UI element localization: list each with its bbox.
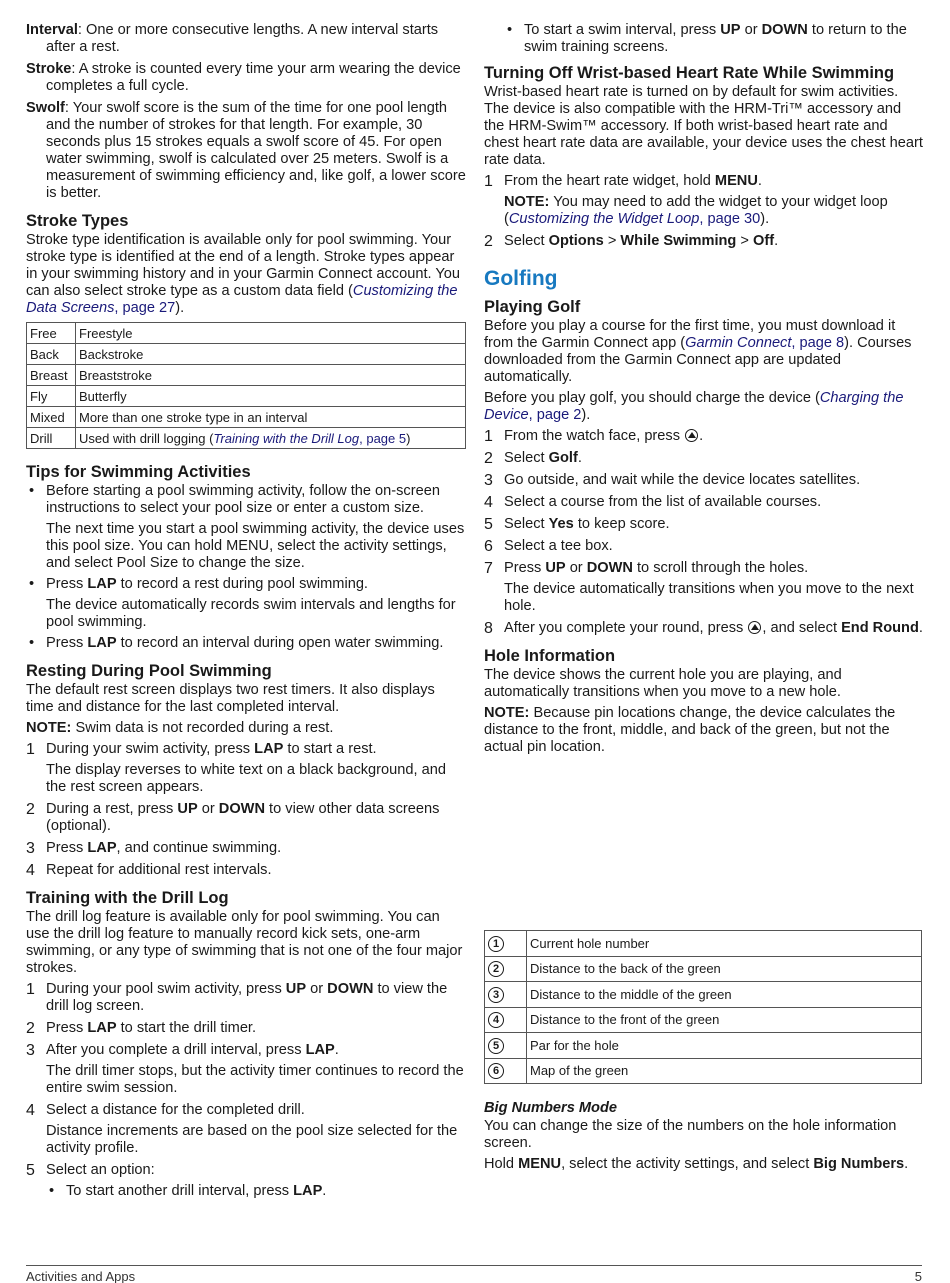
list-item: 6 Select a tee box. (484, 538, 613, 555)
table-row: 5 Par for the hole (485, 1033, 922, 1059)
drill-heading: Training with the Drill Log (26, 889, 229, 907)
table-row: Back Backstroke (27, 344, 466, 365)
start-button-icon (685, 429, 698, 442)
table-row: Breast Breaststroke (27, 365, 466, 386)
list-item: 3 Go outside, and wait while the device locates satellites. (484, 472, 861, 489)
page-footer (26, 1265, 922, 1283)
list-item: 2 Press LAP to start the drill timer. (26, 1020, 257, 1037)
list-item: • To start a swim interval, press UP or DOWN to return to the swim training screens. (504, 22, 924, 56)
xref-link[interactable]: Customizing the Data Screens, page 27 (26, 283, 458, 316)
resting-heading: Resting During Pool Swimming (26, 662, 272, 680)
list-item: 4 Select a course from the list of available courses. (484, 494, 822, 511)
list-item: 5 Select an option: • To start another drill interval, press LAP. (26, 1162, 466, 1200)
xref-link[interactable]: Garmin Connect, page 8 (685, 335, 845, 351)
list-item: 3 After you complete a drill interval, press LAP. The drill timer stops, but the activity timer continues to record the entire swim session. (26, 1042, 464, 1096)
table-row: 6 Map of the green (485, 1058, 922, 1084)
list-item: 4 Select a distance for the completed drill. Distance increments are based on the pool size selected for the activity profile. (26, 1102, 458, 1156)
stroke-types-heading: Stroke Types (26, 212, 129, 230)
list-item: 1 During your pool swim activity, press UP or DOWN to view the drill log screen. (26, 981, 448, 1014)
list-item: 7 Press UP or DOWN to scroll through the holes. The device automatically transitions when you move to the next hole. (484, 560, 914, 614)
list-item: 1 From the watch face, press . (484, 428, 704, 445)
xref-link[interactable]: Charging the Device, page 2 (484, 390, 904, 423)
resting-note: NOTE: Swim data is not recorded during a rest. (26, 720, 334, 736)
list-item: 5 Select Yes to keep score. (484, 516, 670, 533)
hole-info-body: The device shows the current hole you are playing, and automatically transitions when you move to a new hole. (484, 667, 842, 700)
list-item: • To start another drill interval, press LAP. (46, 1183, 466, 1200)
big-numbers-heading: Big Numbers Mode (484, 1100, 617, 1116)
table-row: Fly Butterfly (27, 386, 466, 407)
callout-number: 1 (488, 936, 504, 952)
definition-interval: Interval: One or more consecutive lengths. A new interval starts after a rest. (26, 22, 439, 55)
page-number: 5 (914, 1269, 922, 1283)
left-column (26, 22, 466, 1205)
list-item: • Press LAP to record an interval during open water swimming. (26, 635, 466, 652)
list-item: 3 Press LAP, and continue swimming. (26, 840, 282, 857)
hole-screen-image-area (484, 760, 924, 930)
list-item: 4 Repeat for additional rest intervals. (26, 862, 272, 879)
playing-golf-heading: Playing Golf (484, 298, 581, 316)
tips-heading: Tips for Swimming Activities (26, 463, 251, 481)
table-row: Drill Used with drill logging (Training with the Drill Log, page 5) (27, 428, 466, 449)
list-item: 2 During a rest, press UP or DOWN to view other data screens (optional). (26, 801, 440, 834)
golfing-title: Golfing (484, 267, 558, 290)
list-item: • Before starting a pool swimming activity, follow the on-screen instructions to select your pool size or enter a custom size. The next time you start a pool swimming activity, the device uses this pool size. You can hold MENU, select the activity settings, and select Pool Size to change the size. (26, 483, 466, 572)
callout-number: 4 (488, 1012, 504, 1028)
table-row: Mixed More than one stroke type in an interval (27, 407, 466, 428)
right-column (484, 22, 924, 1177)
callout-number: 6 (488, 1063, 504, 1079)
list-item: 1 From the heart rate widget, hold MENU. NOTE: You may need to add the widget to your widget loop (Customizing the Widget Loop, page 30). (484, 173, 888, 227)
hr-steps (484, 173, 924, 250)
callout-number: 3 (488, 987, 504, 1003)
stroke-type-table (26, 322, 466, 449)
hr-heading: Turning Off Wrist-based Heart Rate While Swimming (484, 64, 895, 82)
table-row: Free Freestyle (27, 323, 466, 344)
golf-steps (484, 428, 924, 637)
list-item: • Press LAP to record a rest during pool swimming. The device automatically records swim intervals and lengths for pool swimming. (26, 576, 466, 631)
list-item: 8 After you complete your round, press , and select End Round. (484, 620, 923, 637)
table-row: 3 Distance to the middle of the green (485, 982, 922, 1008)
drill-body: The drill log feature is available only for pool swimming. You can use the drill log feature to manually record kick sets, one-arm swimming, or any type of swimming that is not one of the four major strokes. (26, 909, 463, 976)
drill-steps (26, 981, 466, 1200)
table-row: 1 Current hole number (485, 931, 922, 957)
hr-body: Wrist-based heart rate is turned on by default for swim activities. The device is also compatible with the HRM-Tri™ accessory and the HRM-Swim™ accessory. If both wrist-based heart rate and chest heart rate data are available, your device uses the chest heart rate data. (484, 84, 923, 168)
playing-golf-p2: Before you play golf, you should charge the device (Charging the Device, page 2). (484, 390, 904, 423)
big-numbers-p2: Hold MENU, select the activity settings, and select Big Numbers. (484, 1156, 909, 1172)
list-item: 2 Select Options > While Swimming > Off. (484, 233, 779, 250)
list-item: 2 Select Golf. (484, 450, 582, 467)
big-numbers-body: You can change the size of the numbers on the hole information screen. (484, 1118, 897, 1151)
table-row: 4 Distance to the front of the green (485, 1007, 922, 1033)
definition-swolf: Swolf: Your swolf score is the sum of the time for one pool length and the number of strokes for that length. For example, 30 seconds plus 15 strokes equals a swolf score of 45. For open water swimming, swolf is calculated over 25 meters. Swolf is a measurement of swimming efficiency and, like golf, a lower score is better. (26, 100, 466, 201)
stroke-types-body: Stroke type identification is available only for pool swimming. Your stroke type is identified at the end of a length. Stroke types appear in your swimming history and in your Garmin Connect account. You can also select stroke type as a custom data field (Customizing the Data Screens, page 27). (26, 232, 460, 316)
footer-section: Activities and Apps (26, 1269, 136, 1283)
playing-golf-p1: Before you play a course for the first time, you must download it from the Garmin Connect app (Garmin Connect, page 8). Courses downloaded from the Garmin Connect app are updated automatically. (484, 318, 912, 385)
start-button-icon (748, 621, 761, 634)
continued-list (484, 22, 924, 56)
hole-info-note: NOTE: Because pin locations change, the device calculates the distance to the front, middle, and back of the green, but not the actual pin location. (484, 705, 896, 755)
definition-stroke: Stroke: A stroke is counted every time your arm wearing the device completes a full cycle. (26, 61, 461, 94)
xref-link[interactable]: Customizing the Widget Loop, page 30 (508, 211, 761, 227)
hole-callout-table (484, 930, 922, 1084)
hole-info-heading: Hole Information (484, 647, 616, 665)
callout-number: 5 (488, 1038, 504, 1054)
list-item: 1 During your swim activity, press LAP to start a rest. The display reverses to white text on a black background, and the rest screen appears. (26, 741, 446, 795)
tips-list (26, 483, 466, 652)
callout-number: 2 (488, 961, 504, 977)
table-row: 2 Distance to the back of the green (485, 956, 922, 982)
resting-steps (26, 741, 466, 879)
xref-link[interactable]: Training with the Drill Log, page 5 (213, 430, 407, 446)
resting-body: The default rest screen displays two rest timers. It also displays time and distance for the last completed interval. (26, 682, 435, 715)
